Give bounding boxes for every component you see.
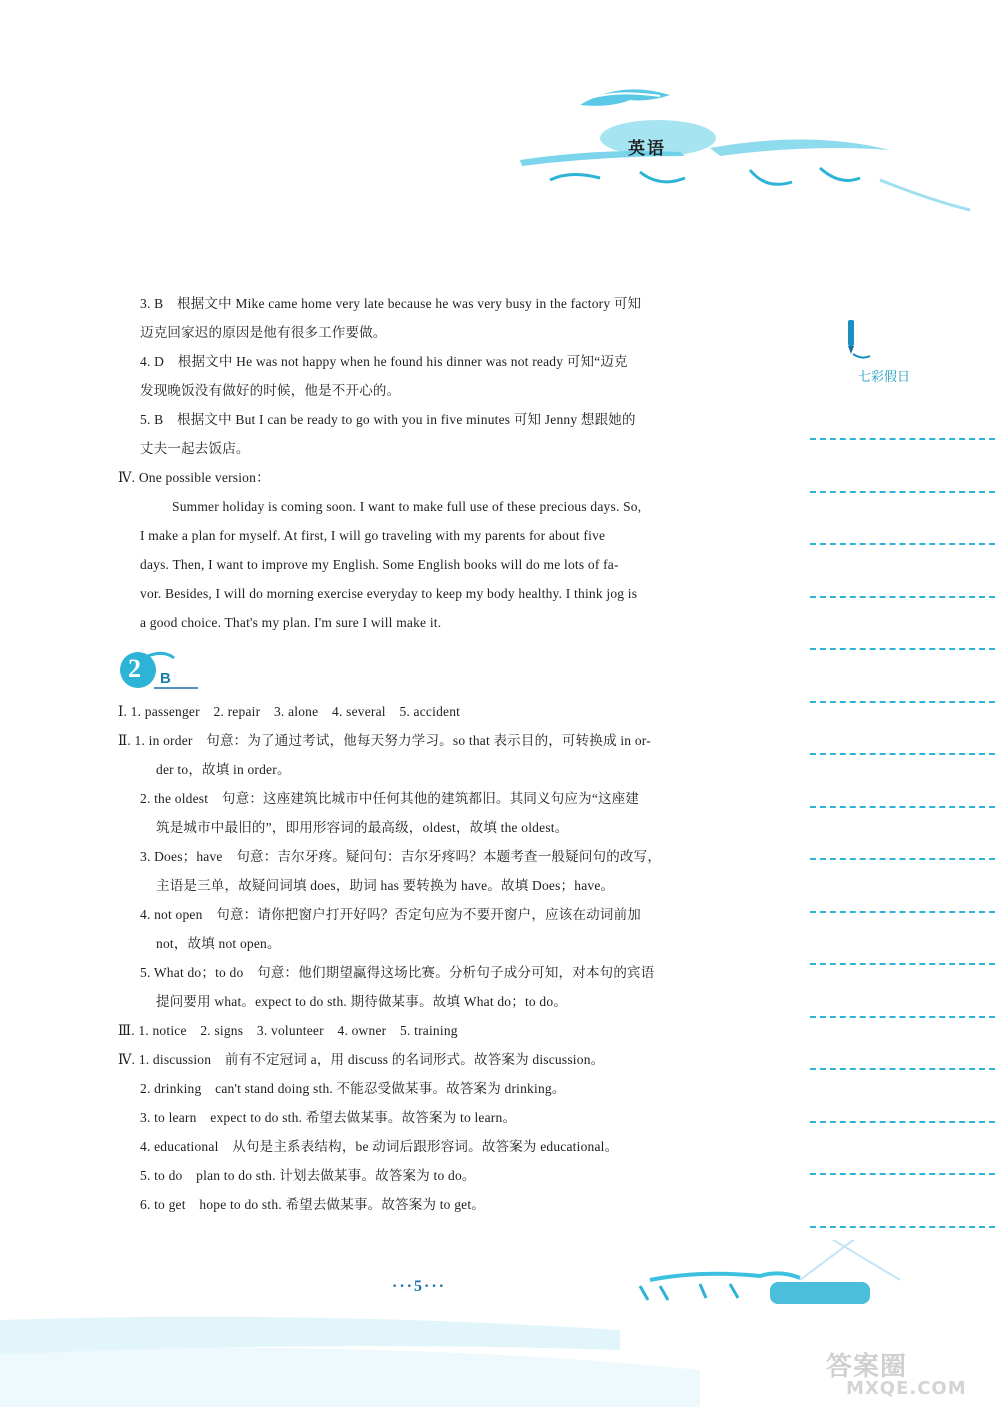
answer-line: 4. educational 从句是主系表结构，be 动词后跟形容词。故答案为 educational。 xyxy=(140,1139,619,1154)
answer-line: Ⅳ. 1. discussion 前有不定冠词 a，用 discuss 的名词形式。故答案为 discussion。 xyxy=(118,1052,605,1067)
answer-line: 5. to do plan to do sth. 计划去做某事。故答案为 to do。 xyxy=(140,1168,476,1183)
essay-line: I make a plan for myself. At first, I will go traveling with my parents for about five xyxy=(140,528,606,543)
answer-line: 5. What do；to do 句意：他们期望赢得这场比赛。分析句子成分可知，对本句的宾语 xyxy=(140,965,655,980)
essay-line: vor. Besides, I will do morning exercise everyday to keep my body healthy. I think jog is xyxy=(140,586,638,601)
essay-line: days. Then, I want to improve my English. Some English books will do me lots of fa- xyxy=(140,557,619,572)
answer-line: Ⅲ. 1. notice 2. signs 3. volunteer 4. owner 5. training xyxy=(118,1023,458,1038)
answer-line: 丈夫一起去饭店。 xyxy=(140,441,250,456)
answer-line: not，故填 not open。 xyxy=(156,936,281,951)
side-label: 七彩假日 xyxy=(858,370,911,385)
answer-line: 迈克回家迟的原因是他有很多工作要做。 xyxy=(140,325,387,340)
header-decoration xyxy=(510,60,980,230)
page-number: ···5··· xyxy=(392,1278,447,1295)
answer-line: 3. B 根据文中 Mike came home very late because he was very busy in the factory 可知 xyxy=(140,296,642,311)
answer-line: der to，故填 in order。 xyxy=(156,762,291,777)
section-letter: B xyxy=(160,670,171,687)
essay-line: Summer holiday is coming soon. I want to make full use of these precious days. So, xyxy=(172,499,642,514)
answer-line: 发现晚饭没有做好的时候，他是不开心的。 xyxy=(140,383,401,398)
section-heading: Ⅳ. One possible version： xyxy=(118,470,270,485)
answer-line: Ⅰ. 1. passenger 2. repair 3. alone 4. several 5. accident xyxy=(118,704,461,719)
answer-line: 3. Does；have 句意：吉尔牙疼。疑问句：吉尔牙疼吗？本题考查一般疑问句的改写， xyxy=(140,849,662,864)
answer-line: 4. not open 句意：请你把窗户打开好吗？否定句应为不要开窗户，应该在动词前加 xyxy=(140,907,641,922)
subject-label: 英语 xyxy=(628,139,666,159)
pen-icon xyxy=(844,320,874,364)
answer-line: 3. to learn expect to do sth. 希望去做某事。故答案为 to learn。 xyxy=(140,1110,517,1125)
watermark: 答案圈 xyxy=(826,1352,908,1382)
essay-line: a good choice. That's my plan. I'm sure I will make it. xyxy=(140,615,442,630)
watermark-url: MXQE.COM xyxy=(846,1378,967,1399)
answer-line: 2. the oldest 句意：这座建筑比城市中任何其他的建筑都旧。其同义句应为“这座建 xyxy=(140,791,640,806)
answer-line: 提问要用 what。expect to do sth. 期待做某事。故填 What do；to do。 xyxy=(156,994,568,1009)
answer-line: 2. drinking can't stand doing sth. 不能忍受做某事。故答案为 drinking。 xyxy=(140,1081,566,1096)
answer-line: 4. D 根据文中 He was not happy when he found his dinner was not ready 可知“迈克 xyxy=(140,354,628,369)
answer-line: 主语是三单，故疑问词填 does，助词 has 要转换为 have。故填 Does；have。 xyxy=(156,878,615,893)
answer-line: 5. B 根据文中 But I can be ready to go with you in five minutes 可知 Jenny 想跟她的 xyxy=(140,412,636,427)
section-number: 2 xyxy=(128,654,141,683)
answer-line: Ⅱ. 1. in order 句意：为了通过考试，他每天努力学习。so that 表示目的，可转换成 in or- xyxy=(118,733,651,748)
answer-line: 筑是城市中最旧的”，即用形容词的最高级，oldest，故填 the oldest。 xyxy=(156,820,569,835)
note-lines xyxy=(810,438,995,1278)
answer-line: 6. to get hope to do sth. 希望去做某事。故答案为 to get。 xyxy=(140,1197,485,1212)
